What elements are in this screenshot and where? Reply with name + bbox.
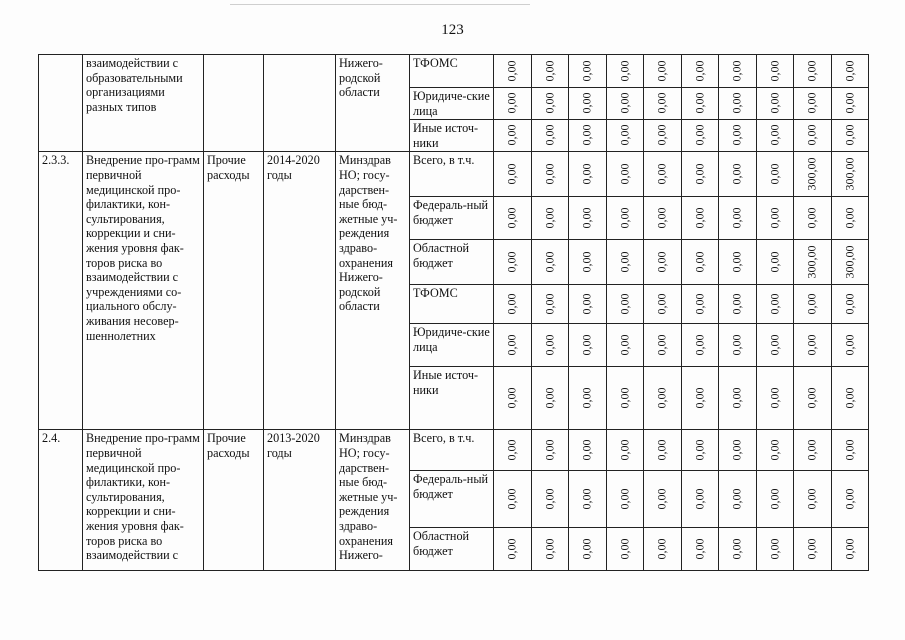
amount-value: 0,00: [729, 439, 744, 461]
item-number: 2.3.3.: [39, 152, 83, 430]
expense-type: Прочие расходы: [204, 152, 264, 430]
amount-cell: [794, 430, 832, 471]
amount-cell: [531, 528, 569, 571]
amount-value: 0,00: [579, 334, 594, 356]
amount-value: 0,00: [767, 387, 782, 409]
amount-cell: [756, 471, 794, 528]
amount-cell: [831, 152, 869, 197]
amount-cell: [494, 285, 532, 324]
amount-value: 0,00: [692, 439, 707, 461]
amount-value: 0,00: [654, 387, 669, 409]
amount-value: 0,00: [842, 60, 857, 82]
amount-value: 0,00: [579, 207, 594, 229]
item-name: Внедрение про-грамм первичной медицинской про-филактики, кон-сультирования, коррекции и сни-жения уровня фак-торов риска во взаимодействии с: [83, 430, 204, 571]
amount-value: 0,00: [579, 293, 594, 315]
amount-value: 0,00: [804, 334, 819, 356]
funding-source: Федераль-ный бюджет: [410, 197, 494, 240]
amount-value: 0,00: [579, 439, 594, 461]
amount-value: 0,00: [617, 60, 632, 82]
amount-cell: [756, 120, 794, 152]
amount-cell: [831, 471, 869, 528]
amount-value: 0,00: [729, 207, 744, 229]
amount-value: 0,00: [729, 163, 744, 185]
amount-value: 0,00: [729, 538, 744, 560]
amount-cell: [494, 367, 532, 430]
amount-cell: [606, 197, 644, 240]
amount-cell: [644, 88, 682, 120]
amount-value: 0,00: [504, 207, 519, 229]
amount-value: 0,00: [542, 488, 557, 510]
amount-cell: [644, 240, 682, 285]
amount-value: 0,00: [692, 60, 707, 82]
amount-value: 0,00: [804, 293, 819, 315]
amount-cell: [606, 240, 644, 285]
budget-table: [38, 54, 869, 571]
amount-value: 0,00: [729, 293, 744, 315]
executor: Нижего-родской области: [336, 55, 410, 152]
amount-cell: [494, 430, 532, 471]
amount-cell: [831, 324, 869, 367]
amount-value: 0,00: [542, 124, 557, 146]
amount-value: 0,00: [842, 334, 857, 356]
page-number: 123: [441, 22, 464, 38]
amount-value: 0,00: [617, 387, 632, 409]
amount-value: 0,00: [842, 293, 857, 315]
amount-cell: [494, 197, 532, 240]
amount-cell: [644, 430, 682, 471]
amount-cell: [794, 285, 832, 324]
amount-value: 0,00: [542, 439, 557, 461]
item-name: Внедрение про-грамм первичной медицинской про-филактики, кон-сультирования, коррекции и сни-жения уровня фак-торов риска во взаимодействии с учреждениями со-циального обслу-живания несовер-шеннолетних: [83, 152, 204, 430]
amount-cell: [531, 471, 569, 528]
amount-value: 0,00: [767, 251, 782, 273]
funding-source: Всего, в т.ч.: [410, 430, 494, 471]
amount-cell: [756, 367, 794, 430]
amount-value: 0,00: [842, 387, 857, 409]
amount-value: 0,00: [692, 387, 707, 409]
amount-cell: [644, 471, 682, 528]
amount-cell: [531, 367, 569, 430]
amount-value: 0,00: [504, 439, 519, 461]
amount-value: 0,00: [692, 488, 707, 510]
amount-value: 0,00: [767, 207, 782, 229]
amount-cell: [681, 285, 719, 324]
executor: Минздрав НО; госу-дарствен-ные бюд-жетные уч-реждения здраво-охранения Нижего-родской области: [336, 152, 410, 430]
amount-value: 0,00: [692, 334, 707, 356]
amount-value: 0,00: [767, 163, 782, 185]
amount-cell: [831, 367, 869, 430]
amount-value: 0,00: [654, 163, 669, 185]
amount-cell: [569, 88, 607, 120]
amount-value: 0,00: [767, 92, 782, 114]
amount-cell: [756, 285, 794, 324]
amount-value: 0,00: [767, 488, 782, 510]
period: 2013-2020 годы: [264, 430, 336, 571]
amount-cell: [794, 240, 832, 285]
amount-value: 0,00: [842, 124, 857, 146]
item-number: [39, 55, 83, 152]
amount-value: 0,00: [542, 60, 557, 82]
amount-cell: [569, 471, 607, 528]
amount-value: 0,00: [617, 538, 632, 560]
amount-cell: [831, 120, 869, 152]
amount-value: 0,00: [842, 538, 857, 560]
amount-cell: [569, 240, 607, 285]
amount-value: 0,00: [842, 439, 857, 461]
amount-value: 0,00: [692, 124, 707, 146]
amount-cell: [494, 324, 532, 367]
amount-cell: [719, 120, 757, 152]
amount-value: 0,00: [804, 60, 819, 82]
amount-cell: [719, 471, 757, 528]
amount-value: 0,00: [654, 439, 669, 461]
amount-value: 0,00: [617, 163, 632, 185]
amount-cell: [606, 367, 644, 430]
item-number: 2.4.: [39, 430, 83, 571]
amount-value: 0,00: [729, 334, 744, 356]
amount-cell: [831, 285, 869, 324]
funding-source: ТФОМС: [410, 285, 494, 324]
amount-cell: [831, 88, 869, 120]
amount-value: 0,00: [767, 60, 782, 82]
amount-value: 0,00: [804, 207, 819, 229]
amount-value: 0,00: [842, 92, 857, 114]
amount-cell: [531, 285, 569, 324]
amount-value: 0,00: [504, 124, 519, 146]
amount-cell: [494, 528, 532, 571]
amount-value: 0,00: [617, 207, 632, 229]
amount-value: 0,00: [804, 387, 819, 409]
amount-value: 0,00: [579, 163, 594, 185]
amount-value: 0,00: [729, 60, 744, 82]
amount-cell: [681, 152, 719, 197]
amount-value: 0,00: [617, 488, 632, 510]
table-row: [39, 55, 869, 88]
amount-cell: [606, 285, 644, 324]
amount-value: 0,00: [654, 60, 669, 82]
expense-type: [204, 55, 264, 152]
amount-value: 0,00: [692, 207, 707, 229]
funding-source: ТФОМС: [410, 55, 494, 88]
funding-source: Иные источ-ники: [410, 120, 494, 152]
amount-value: 0,00: [617, 124, 632, 146]
amount-value: 0,00: [654, 334, 669, 356]
amount-value: 0,00: [504, 293, 519, 315]
amount-value: 0,00: [692, 538, 707, 560]
amount-cell: [794, 120, 832, 152]
amount-cell: [756, 324, 794, 367]
amount-value: 0,00: [617, 251, 632, 273]
amount-cell: [569, 367, 607, 430]
amount-value: 0,00: [504, 488, 519, 510]
amount-value: 0,00: [842, 207, 857, 229]
amount-cell: [681, 240, 719, 285]
amount-cell: [681, 55, 719, 88]
amount-value: 300,00: [804, 157, 819, 191]
amount-cell: [569, 152, 607, 197]
amount-cell: [644, 152, 682, 197]
amount-cell: [756, 528, 794, 571]
amount-cell: [681, 367, 719, 430]
amount-cell: [531, 120, 569, 152]
amount-cell: [531, 152, 569, 197]
amount-value: 0,00: [654, 538, 669, 560]
amount-value: 0,00: [504, 60, 519, 82]
amount-cell: [756, 197, 794, 240]
amount-cell: [681, 324, 719, 367]
amount-cell: [569, 197, 607, 240]
amount-cell: [569, 528, 607, 571]
amount-cell: [719, 88, 757, 120]
table-row: [39, 152, 869, 197]
amount-cell: [719, 152, 757, 197]
amount-value: 0,00: [767, 124, 782, 146]
amount-value: 0,00: [692, 251, 707, 273]
amount-cell: [569, 324, 607, 367]
amount-cell: [719, 528, 757, 571]
scan-edge-line: [230, 4, 530, 5]
funding-source: Областной бюджет: [410, 240, 494, 285]
expense-type: Прочие расходы: [204, 430, 264, 571]
amount-cell: [756, 152, 794, 197]
amount-cell: [831, 197, 869, 240]
amount-cell: [606, 471, 644, 528]
amount-value: 0,00: [617, 293, 632, 315]
amount-value: 300,00: [842, 157, 857, 191]
amount-value: 0,00: [579, 538, 594, 560]
amount-cell: [719, 55, 757, 88]
amount-cell: [794, 367, 832, 430]
amount-cell: [681, 430, 719, 471]
amount-value: 300,00: [804, 245, 819, 279]
amount-value: 0,00: [542, 207, 557, 229]
amount-cell: [531, 240, 569, 285]
amount-cell: [606, 55, 644, 88]
amount-cell: [606, 528, 644, 571]
amount-value: 0,00: [542, 251, 557, 273]
amount-value: 0,00: [767, 439, 782, 461]
amount-value: 0,00: [504, 251, 519, 273]
amount-cell: [794, 324, 832, 367]
amount-cell: [719, 197, 757, 240]
amount-value: 0,00: [617, 334, 632, 356]
amount-cell: [719, 240, 757, 285]
amount-cell: [831, 55, 869, 88]
amount-cell: [644, 324, 682, 367]
amount-value: 0,00: [729, 251, 744, 273]
amount-value: 0,00: [579, 124, 594, 146]
amount-value: 0,00: [654, 207, 669, 229]
amount-cell: [644, 197, 682, 240]
amount-value: 0,00: [542, 538, 557, 560]
amount-cell: [831, 528, 869, 571]
amount-value: 0,00: [729, 488, 744, 510]
amount-value: 0,00: [692, 92, 707, 114]
amount-cell: [494, 55, 532, 88]
amount-cell: [606, 88, 644, 120]
amount-cell: [756, 55, 794, 88]
amount-value: 0,00: [579, 92, 594, 114]
amount-cell: [681, 471, 719, 528]
amount-value: 0,00: [729, 387, 744, 409]
amount-value: 0,00: [579, 60, 594, 82]
amount-value: 0,00: [579, 488, 594, 510]
amount-value: 0,00: [504, 92, 519, 114]
amount-value: 0,00: [729, 124, 744, 146]
amount-cell: [719, 367, 757, 430]
funding-source: Юридиче-ские лица: [410, 324, 494, 367]
amount-cell: [531, 197, 569, 240]
amount-cell: [531, 430, 569, 471]
amount-cell: [531, 88, 569, 120]
amount-cell: [831, 430, 869, 471]
amount-value: 0,00: [729, 92, 744, 114]
amount-value: 0,00: [804, 488, 819, 510]
amount-cell: [681, 197, 719, 240]
amount-cell: [794, 88, 832, 120]
amount-cell: [681, 88, 719, 120]
amount-cell: [794, 197, 832, 240]
amount-cell: [719, 285, 757, 324]
amount-cell: [494, 471, 532, 528]
amount-value: 0,00: [654, 124, 669, 146]
amount-value: 0,00: [767, 293, 782, 315]
amount-cell: [719, 324, 757, 367]
amount-cell: [606, 152, 644, 197]
amount-value: 0,00: [617, 92, 632, 114]
amount-value: 0,00: [767, 538, 782, 560]
amount-cell: [531, 55, 569, 88]
funding-source: Иные источ-ники: [410, 367, 494, 430]
amount-value: 0,00: [504, 387, 519, 409]
amount-value: 0,00: [692, 293, 707, 315]
amount-cell: [681, 120, 719, 152]
amount-value: 0,00: [579, 387, 594, 409]
amount-value: 0,00: [654, 293, 669, 315]
amount-value: 0,00: [654, 92, 669, 114]
amount-value: 0,00: [579, 251, 594, 273]
amount-cell: [569, 55, 607, 88]
amount-cell: [644, 528, 682, 571]
amount-value: 0,00: [542, 163, 557, 185]
amount-value: 0,00: [654, 488, 669, 510]
amount-cell: [719, 430, 757, 471]
amount-value: 0,00: [542, 387, 557, 409]
amount-cell: [644, 120, 682, 152]
amount-cell: [494, 88, 532, 120]
amount-cell: [644, 55, 682, 88]
amount-value: 0,00: [654, 251, 669, 273]
executor: Минздрав НО; госу-дарствен-ные бюд-жетные уч-реждения здраво-охранения Нижего-: [336, 430, 410, 571]
amount-cell: [606, 324, 644, 367]
amount-cell: [606, 120, 644, 152]
funding-source: Федераль-ный бюджет: [410, 471, 494, 528]
amount-value: 0,00: [692, 163, 707, 185]
funding-source: Юридиче-ские лица: [410, 88, 494, 120]
funding-source: Областной бюджет: [410, 528, 494, 571]
amount-cell: [756, 430, 794, 471]
amount-cell: [569, 430, 607, 471]
amount-cell: [531, 324, 569, 367]
amount-value: 0,00: [504, 334, 519, 356]
item-name: взаимодействии с образовательными организациями разных типов: [83, 55, 204, 152]
amount-cell: [756, 240, 794, 285]
amount-cell: [794, 471, 832, 528]
amount-cell: [569, 285, 607, 324]
amount-cell: [794, 152, 832, 197]
funding-source: Всего, в т.ч.: [410, 152, 494, 197]
table-row: [39, 430, 869, 471]
amount-value: 0,00: [804, 124, 819, 146]
amount-cell: [569, 120, 607, 152]
amount-value: 0,00: [542, 334, 557, 356]
amount-value: 0,00: [842, 488, 857, 510]
amount-cell: [756, 88, 794, 120]
amount-value: 0,00: [504, 163, 519, 185]
amount-cell: [681, 528, 719, 571]
amount-value: 0,00: [804, 92, 819, 114]
amount-cell: [494, 240, 532, 285]
amount-cell: [606, 430, 644, 471]
period: [264, 55, 336, 152]
amount-value: 0,00: [542, 92, 557, 114]
amount-cell: [831, 240, 869, 285]
amount-value: 0,00: [542, 293, 557, 315]
amount-cell: [794, 528, 832, 571]
amount-value: 0,00: [617, 439, 632, 461]
amount-cell: [794, 55, 832, 88]
amount-value: 0,00: [504, 538, 519, 560]
amount-value: 0,00: [767, 334, 782, 356]
amount-value: 0,00: [804, 538, 819, 560]
amount-value: 0,00: [804, 439, 819, 461]
amount-value: 300,00: [842, 245, 857, 279]
amount-cell: [644, 367, 682, 430]
amount-cell: [644, 285, 682, 324]
amount-cell: [494, 120, 532, 152]
amount-cell: [494, 152, 532, 197]
period: 2014-2020 годы: [264, 152, 336, 430]
